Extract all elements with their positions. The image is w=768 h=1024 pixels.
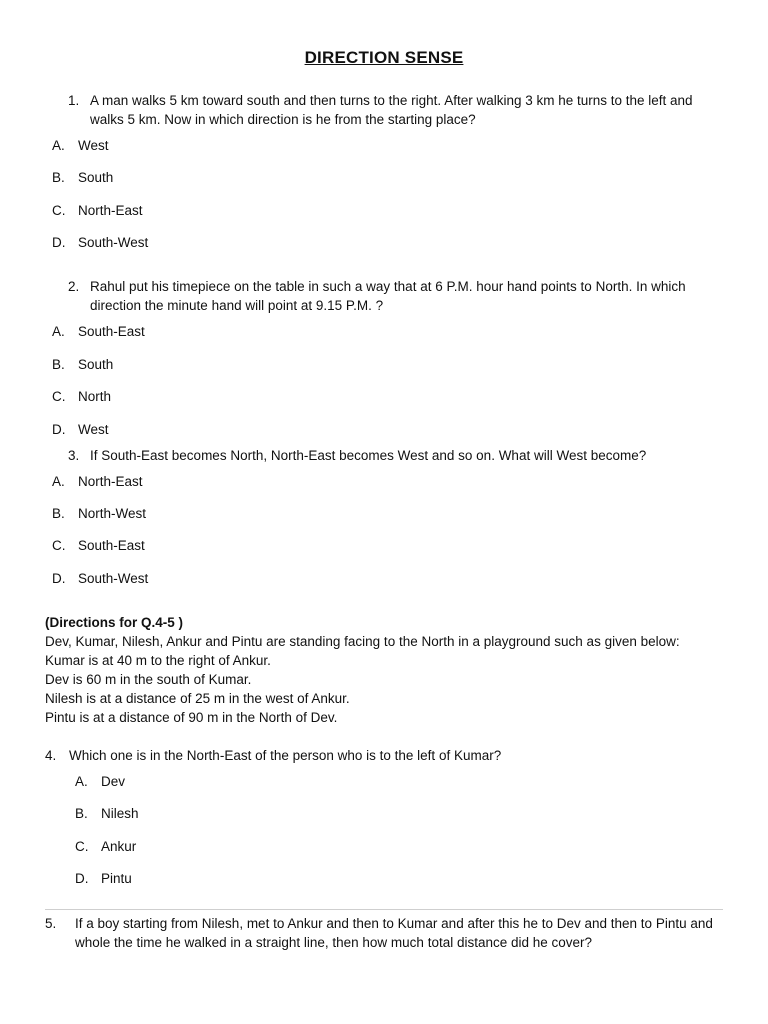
option-letter: D. xyxy=(52,235,66,250)
option-letter: B. xyxy=(52,506,65,521)
option-a xyxy=(52,472,143,491)
option-letter: C. xyxy=(52,538,66,553)
option-text: Pintu xyxy=(101,871,132,886)
divider xyxy=(45,909,723,910)
directions-line: Dev, Kumar, Nilesh, Ankur and Pintu are standing facing to the North in a playground such as given below: xyxy=(45,634,680,649)
question-number: 3. xyxy=(68,448,80,463)
question-text: Which one is in the North-East of the person who is to the left of Kumar? xyxy=(69,748,502,763)
question-text: A man walks 5 km toward south and then turns to the right. After walking 3 km he turns to the left and walks 5 km. Now in which direction is he from the starting place? xyxy=(90,93,693,127)
question-2 xyxy=(68,277,728,315)
question-1 xyxy=(68,91,728,129)
question-text: If a boy starting from Nilesh, met to Ankur and then to Kumar and after this he to Dev and then to Pintu and whole the time he walked in a straight line, then how much total distance did he cover? xyxy=(75,916,713,950)
option-letter: D. xyxy=(75,871,89,886)
option-text: North-East xyxy=(78,474,143,489)
option-letter: A. xyxy=(52,474,65,489)
option-text: West xyxy=(78,422,109,437)
directions-line: Pintu is at a distance of 90 m in the North of Dev. xyxy=(45,710,338,725)
question-number: 2. xyxy=(68,279,80,294)
option-text: Nilesh xyxy=(101,806,139,821)
option-letter: C. xyxy=(75,839,89,854)
option-a xyxy=(52,322,145,341)
question-text: If South-East becomes North, North-East becomes West and so on. What will West become? xyxy=(90,448,647,463)
option-text: South xyxy=(78,170,114,185)
option-letter: B. xyxy=(52,170,65,185)
question-4 xyxy=(45,746,735,765)
question-number: 5. xyxy=(45,916,57,931)
option-letter: C. xyxy=(52,203,66,218)
question-text: Rahul put his timepiece on the table in such a way that at 6 P.M. hour hand points to North. In which direction the minute hand will point at 9.15 P.M. ? xyxy=(90,279,686,313)
option-text: South-East xyxy=(78,324,145,339)
directions-line: Dev is 60 m in the south of Kumar. xyxy=(45,672,252,687)
option-d xyxy=(52,569,148,588)
option-b xyxy=(52,355,113,374)
option-b xyxy=(52,168,113,187)
directions-line: Nilesh is at a distance of 25 m in the west of Ankur. xyxy=(45,691,350,706)
option-letter: A. xyxy=(75,774,88,789)
option-text: West xyxy=(78,138,109,153)
option-text: North xyxy=(78,389,112,404)
option-b xyxy=(75,804,139,823)
option-text: North-West xyxy=(78,506,147,521)
option-letter: D. xyxy=(52,571,66,586)
directions-line: Kumar is at 40 m to the right of Ankur. xyxy=(45,653,271,668)
question-5 xyxy=(45,914,735,952)
option-letter: B. xyxy=(75,806,88,821)
question-number: 4. xyxy=(45,748,57,763)
directions-heading: (Directions for Q.4-5 ) xyxy=(45,615,184,630)
question-number: 1. xyxy=(68,93,80,108)
directions-block xyxy=(45,613,745,727)
option-c xyxy=(52,536,145,555)
option-letter: A. xyxy=(52,138,65,153)
option-letter: C. xyxy=(52,389,66,404)
option-text: South-East xyxy=(78,538,145,553)
option-a xyxy=(75,772,125,791)
option-text: Ankur xyxy=(101,839,137,854)
option-text: Dev xyxy=(101,774,126,789)
page-title: DIRECTION SENSE xyxy=(304,48,464,67)
option-d xyxy=(75,869,132,888)
option-a xyxy=(52,136,109,155)
option-d xyxy=(52,233,148,252)
option-c xyxy=(75,837,136,856)
option-letter: A. xyxy=(52,324,65,339)
option-letter: D. xyxy=(52,422,66,437)
option-text: South xyxy=(78,357,114,372)
option-b xyxy=(52,504,146,523)
option-text: North-East xyxy=(78,203,143,218)
option-c xyxy=(52,201,143,220)
option-letter: B. xyxy=(52,357,65,372)
option-text: South-West xyxy=(78,571,149,586)
option-c xyxy=(52,387,111,406)
question-3 xyxy=(68,446,728,465)
option-d xyxy=(52,420,109,439)
option-text: South-West xyxy=(78,235,149,250)
